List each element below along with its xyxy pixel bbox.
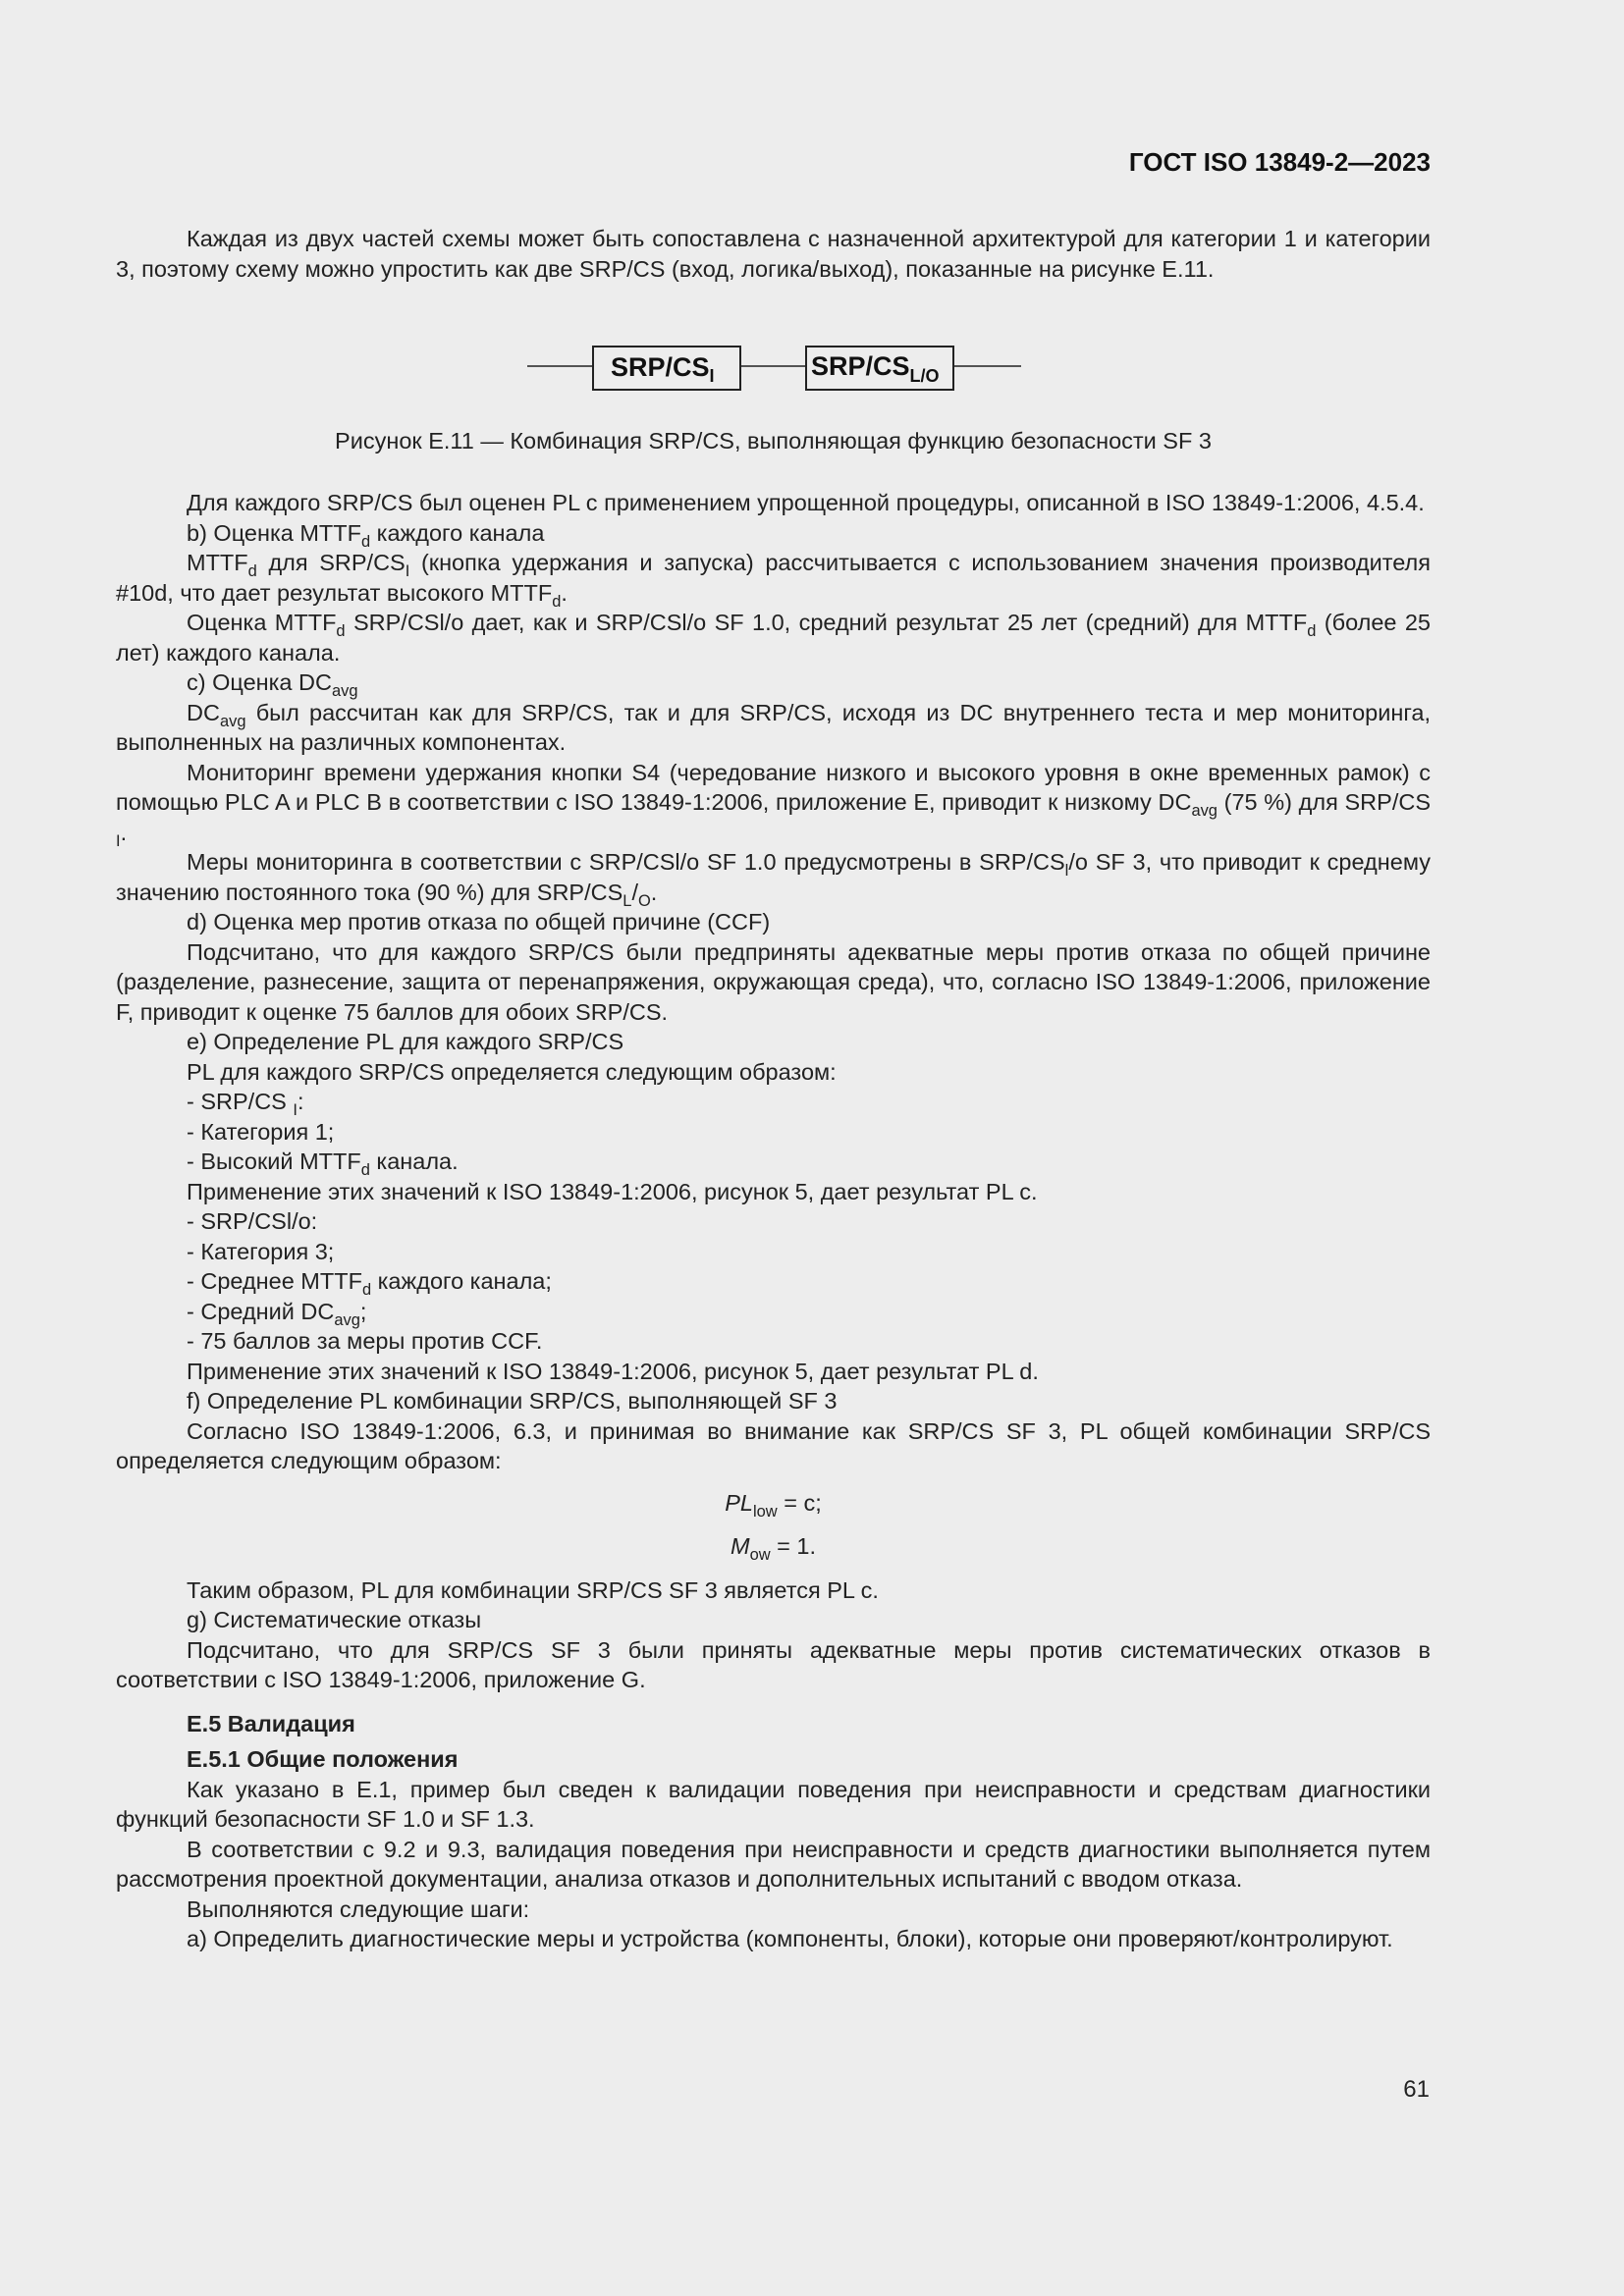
- item-d-heading: d) Оценка мер против отказа по общей причине (CCF): [187, 909, 771, 934]
- paragraph: Применение этих значений к ISO 13849-1:2006, рисунок 5, дает результат PL d.: [187, 1358, 1039, 1384]
- list-item: - 75 баллов за меры против CCF.: [187, 1328, 543, 1354]
- page-number: 61: [1403, 2076, 1430, 2103]
- list-item: - SRP/CSl/o:: [187, 1208, 318, 1234]
- paragraph: Оценка $MTTF_d$ SRP/CSl/o дает, как и SRP/CSl/o SF 1.0, средний результат 25 лет (средний) для $MTTF_d$ (более 25 лет) каждого канала.: [116, 610, 1432, 666]
- paragraph: PL для каждого SRP/CS определяется следующим образом:: [187, 1058, 837, 1085]
- list-item: - Категория 1;: [187, 1118, 335, 1145]
- section-heading-e5: Е.5 Валидация: [187, 1710, 355, 1736]
- figure-caption: Рисунок Е.11 — Комбинация SRP/CS, выполняющая функцию безопасности SF 3: [335, 428, 1212, 454]
- box2-label: SRP/$CS_{L/O}$: [811, 351, 940, 386]
- list-item: - Средний $DC_{avg}$;: [187, 1298, 367, 1329]
- section-heading-e51: Е.5.1 Общие положения: [187, 1746, 459, 1772]
- item-e-heading: e) Определение PL для каждого SRP/CS: [187, 1029, 624, 1054]
- item-c-heading: c) Оценка $DC_{avg}$: [187, 669, 358, 700]
- list-item: - Высокий $MTTF_d$ канала.: [187, 1148, 459, 1179]
- formula-m-ow: $M_{ow} = 1$.: [731, 1533, 816, 1564]
- paragraph: Выполняются следующие шаги:: [187, 1896, 530, 1922]
- paragraph: Подсчитано, что для SRP/CS SF 3 были приняты адекватные меры против систематических отказов в соответствии с ISO 13849-1:2006, приложение G.: [116, 1636, 1431, 1692]
- formula-pl-low: $PL_{low} = c$;: [725, 1489, 822, 1521]
- paragraph: Подсчитано, что для каждого SRP/CS были предприняты адекватные меры против отказа по общей причине (разделение, разнесение, защита от перенапряжения, окружающая среда), что, согласно ISO 13849-1:2006, приложение F, приводит к оценке 75 баллов для обоих SRP/CS.: [116, 938, 1431, 1025]
- block-diagram: [0, 339, 1624, 398]
- paragraph: $MTTF_d$ для SRP/$CS_I$ (кнопка удержания и запуска) рассчитывается с использованием значения производителя #10d, что дает результат высокого $MTTF_d$.: [116, 550, 1431, 611]
- paragraph: Таким образом, PL для комбинации SRP/CS SF 3 является PL c.: [187, 1576, 879, 1603]
- list-item: - Категория 3;: [187, 1238, 335, 1264]
- item-b-heading: b) Оценка $MTTF_d$ каждого канала: [187, 519, 545, 551]
- intro-section: [116, 224, 1431, 284]
- intro-paragraph: Каждая из двух частей схемы может быть сопоставлена с назначенной архитектурой для категории 1 и категории 3, поэтому схему можно упростить как две SRP/CS (вход, логика/выход), показанные на рисунке Е.11.: [116, 226, 1431, 282]
- paragraph: Как указано в Е.1, пример был сведен к валидации поведения при неисправности и средствам диагностики функций безопасности SF 1.0 и SF 1.3.: [116, 1776, 1431, 1832]
- paragraph: Мониторинг времени удержания кнопки S4 (чередование низкого и высокого уровня в окне временных рамок) с помощью PLC A и PLC B в соответствии с ISO 13849-1:2006, приложение E, приводит к низкому $DC_{avg}$ (75 %) для SRP/CS $_I$.: [116, 759, 1432, 850]
- standard-header: ГОСТ ISO 13849-2—2023: [1128, 147, 1431, 177]
- box1-label: SRP/$CS_I$: [611, 352, 715, 386]
- paragraph: a) Определить диагностические меры и устройства (компоненты, блоки), которые они проверяют/контролируют.: [187, 1926, 1393, 1951]
- list-item: - Среднее $MTTF_d$ каждого канала;: [187, 1268, 552, 1299]
- paragraph: Согласно ISO 13849-1:2006, 6.3, и принимая во внимание как SRP/CS SF 3, PL общей комбинации SRP/CS определяется следующим образом:: [116, 1417, 1431, 1473]
- list-item: - SRP/CS $_I$:: [187, 1089, 304, 1119]
- paragraph: Для каждого SRP/CS был оценен PL с применением упрощенной процедуры, описанной в ISO 13849-1:2006, 4.5.4.: [187, 490, 1425, 515]
- paragraph: В соответствии с 9.2 и 9.3, валидация поведения при неисправности и средств диагностики выполняется путем рассмотрения проектной документации, анализа отказов и дополнительных испытаний с вводом отказа.: [116, 1836, 1431, 1892]
- paragraph: Применение этих значений к ISO 13849-1:2006, рисунок 5, дает результат PL c.: [187, 1178, 1038, 1204]
- main-text: [116, 488, 1431, 1954]
- paragraph: $DC_{avg}$ был рассчитан как для SRP/CS, так и для SRP/CS, исходя из DC внутреннего теста и мер мониторинга, выполненных на различных компонентах.: [116, 699, 1431, 755]
- item-g-heading: g) Систематические отказы: [187, 1607, 482, 1632]
- item-f-heading: f) Определение PL комбинации SRP/CS, выполняющей SF 3: [187, 1388, 838, 1414]
- figure-e11: [0, 339, 1624, 398]
- paragraph: Меры мониторинга в соответствии с SRP/CSl/o SF 1.0 предусмотрены в SRP/$CS_l/o$ SF 3, что приводит к среднему значению постоянного тока (90 %) для SRP/$CS_L/_O$.: [116, 849, 1431, 910]
- figure-caption-block: [116, 426, 1431, 456]
